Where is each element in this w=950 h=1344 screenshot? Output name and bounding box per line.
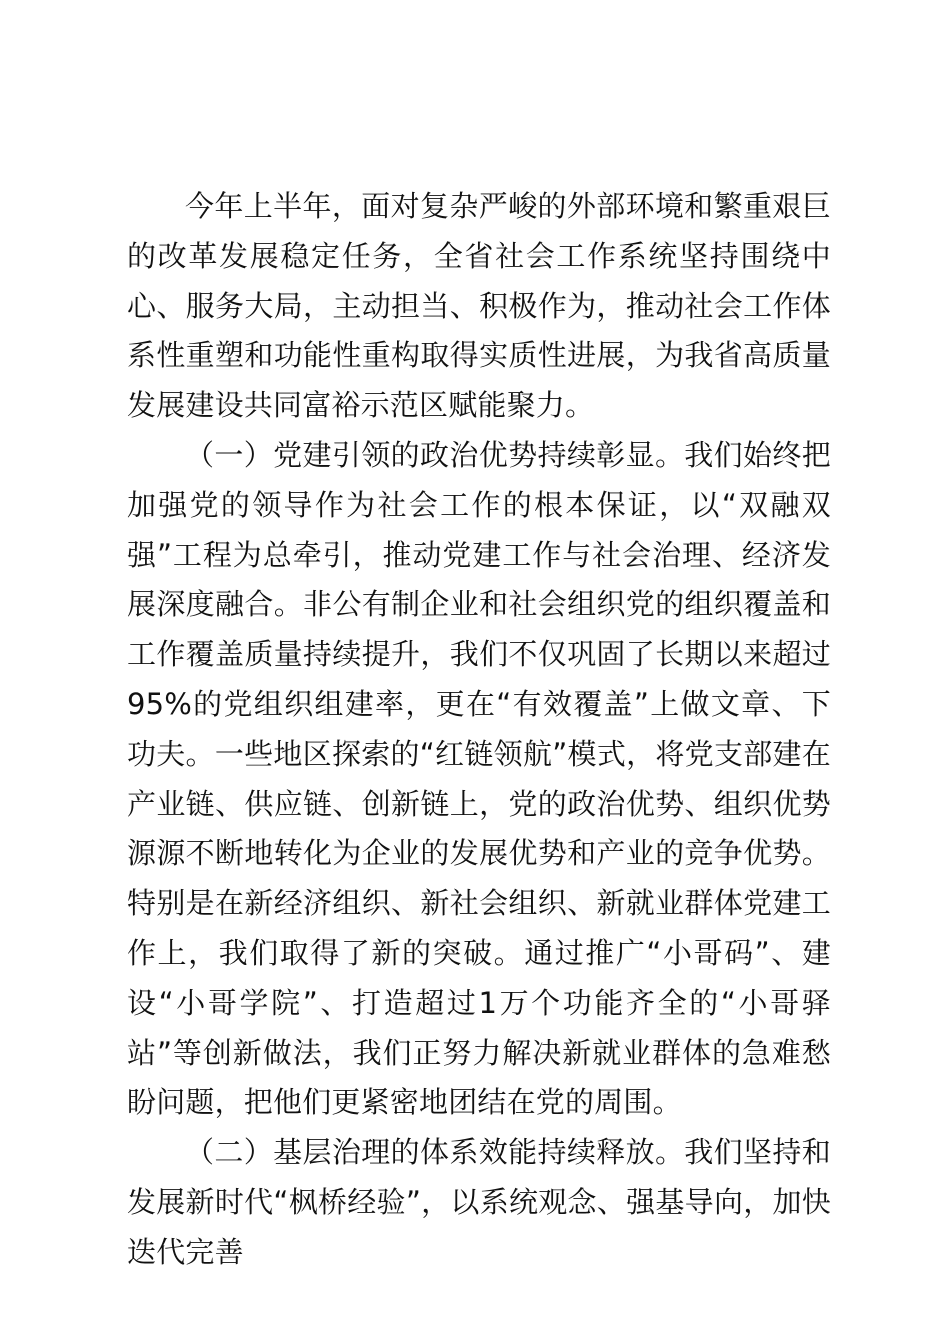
paragraph-party-building: （一）党建引领的政治优势持续彰显。我们始终把加强党的领导作为社会工作的根本保证，以“双融双强”工程为总牵引，推动党建工作与社会治理、经济发展深度融合。非公有制企业和社会组织党的组织覆盖和工作覆盖质量持续提升，我们不仅巩固了长期以来超过95%的党组织组建率，更在“有效覆盖”上做文章、下功夫。一些地区探索的“红链领航”模式，将党支部建在产业链、供应链、创新链上，党的政治优势、组织优势源源不断地转化为企业的发展优势和产业的竞争优势。特别是在新经济组织、新社会组织、新就业群体党建工作上，我们取得了新的突破。通过推广“小哥码”、建设“小哥学院”、打造超过1万个功能齐全的“小哥驿站”等创新做法，我们正努力解决新就业群体的急难愁盼问题，把他们更紧密地团结在党的周围。	[127, 437, 831, 1120]
paragraph-grassroots-governance: （二）基层治理的体系效能持续释放。我们坚持和发展新时代“枫桥经验”，以系统观念、强基导向，加快迭代完善	[127, 1135, 831, 1269]
paragraph-intro: 今年上半年，面对复杂严峻的外部环境和繁重艰巨的改革发展稳定任务，全省社会工作系统坚持围绕中心、服务大局，主动担当、积极作为，推动社会工作体系性重塑和功能性重构取得实质性进展，为我省高质量发展建设共同富裕示范区赋能聚力。	[127, 189, 831, 423]
document-body	[127, 182, 831, 1278]
